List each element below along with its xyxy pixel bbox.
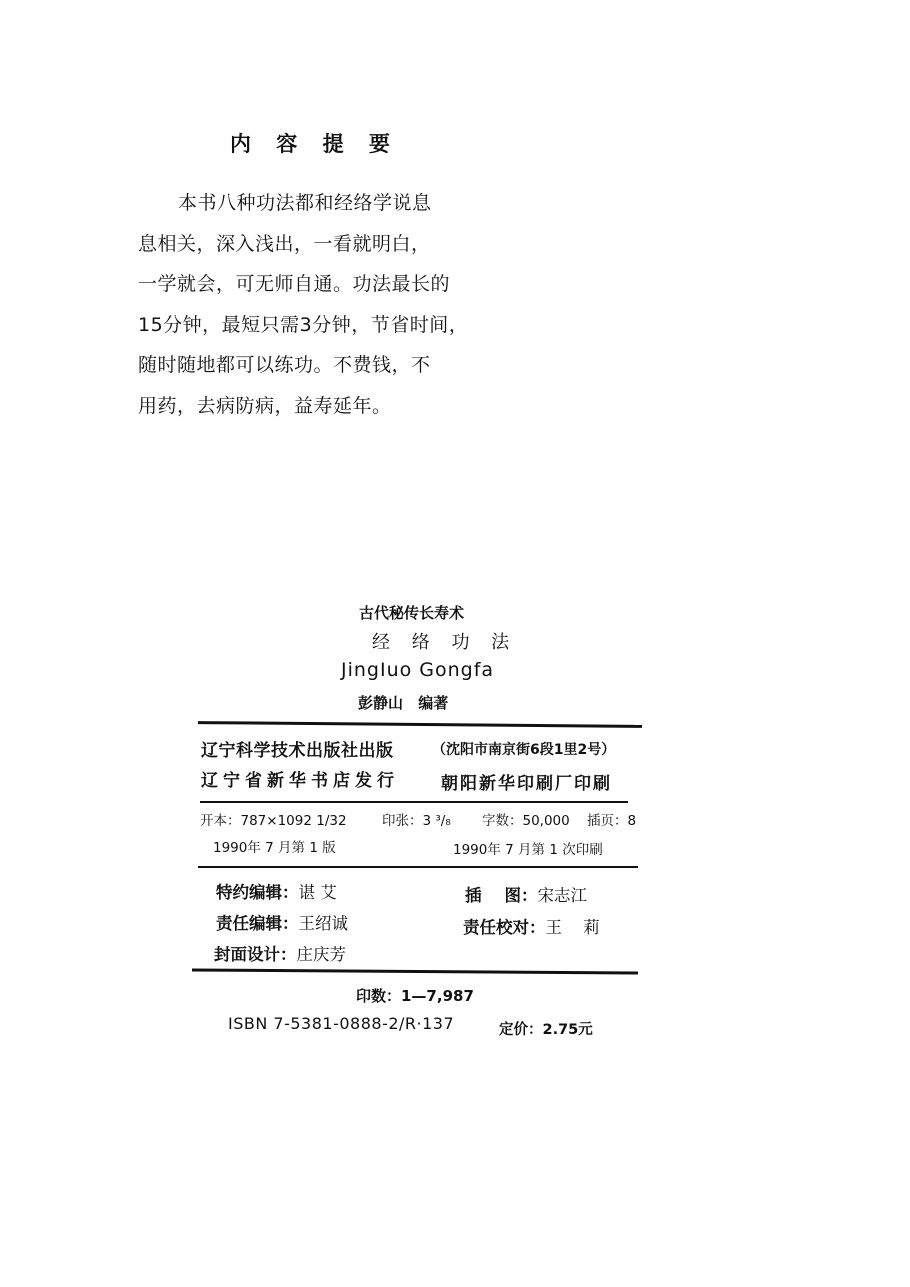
credit-value: 庄庆芳 (296, 945, 346, 964)
printed-sheets: 印张：3 ³/₈ (382, 813, 451, 829)
plate-count: 插页：8 (587, 813, 637, 829)
credit-label: 插 图： (465, 886, 538, 905)
price: 定价：2.75元 (499, 1022, 593, 1038)
book-title-pinyin: JingIuo Gongfa (341, 659, 495, 681)
print-run: 印数：1—7,987 (356, 987, 474, 1005)
credit-label: 责任编辑： (216, 914, 299, 933)
series-title: 古代秘传长寿术 (359, 604, 465, 622)
printing: 1990年 7 月第 1 次印刷 (453, 842, 603, 858)
credit-label: 特约编辑： (216, 883, 299, 902)
publisher-address: （沈阳市南京街6段1里2号） (432, 742, 616, 758)
publisher: 辽宁科学技术出版社出版 (201, 741, 394, 761)
book-format: 开本：787×1092 1/32 (200, 813, 347, 829)
credit-proofreader (463, 914, 608, 938)
distributor: 辽宁省新华书店发行 (201, 771, 399, 791)
colophon-divider (198, 866, 638, 868)
credit-label: 责任校对： (463, 918, 546, 937)
word-count: 字数：50,000 (482, 813, 570, 829)
summary-line: 随时随地都可以练功。不费钱，不 (138, 354, 431, 377)
author-line: 彭静山 编著 (358, 694, 449, 712)
summary-body (138, 183, 468, 427)
summary-heading: 内 容 提 要 (230, 132, 399, 156)
credit-special-editor (216, 879, 337, 903)
credit-value: 谌 艾 (298, 883, 337, 902)
summary-line: 息相关，深入浅出，一看就明白， (138, 232, 431, 255)
summary-line: 15分钟，最短只需3分钟，节省时间， (138, 313, 469, 336)
credit-label: 封面设计： (214, 945, 297, 964)
credit-illustration (465, 882, 587, 906)
credit-responsible-editor (216, 910, 348, 934)
summary-line: 用药，去病防病，益寿延年。 (138, 394, 392, 417)
credit-value: 王 莉 (545, 918, 608, 937)
colophon-divider (200, 801, 628, 803)
summary-line: 一学就会，可无师自通。功法最长的 (138, 273, 451, 296)
credit-value: 宋志江 (537, 886, 587, 905)
isbn: ISBN 7-5381-0888-2/R·137 (228, 1014, 455, 1033)
edition: 1990年 7 月第 1 版 (213, 840, 336, 856)
printer: 朝阳新华印刷厂印刷 (441, 774, 612, 794)
credit-value: 王绍诚 (298, 914, 348, 933)
book-title: 经 络 功 法 (372, 632, 518, 653)
summary-line: 本书八种功法都和经络学说息 (178, 192, 432, 214)
colophon-top-rule (198, 721, 642, 728)
colophon-bottom-rule (192, 968, 638, 974)
credit-cover-design (214, 941, 346, 965)
